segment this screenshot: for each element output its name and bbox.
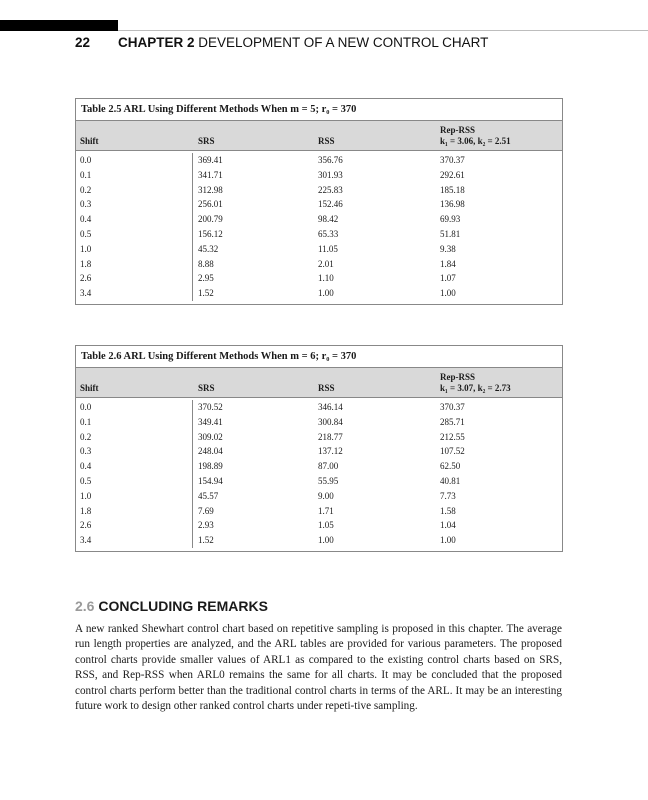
table-caption: Table 2.5 ARL Using Different Methods When m = 5; r₀ = 370	[76, 99, 562, 121]
section-number: 2.6	[75, 598, 95, 614]
col-header-rep-rss-params: k₁ = 3.07, k₂ = 2.73	[440, 383, 511, 393]
section-heading	[75, 598, 268, 614]
running-header	[75, 35, 488, 50]
cell-shift: 0.5	[80, 475, 92, 486]
cell-srs: 2.93	[198, 520, 214, 531]
cell-rss: 87.00	[318, 461, 339, 472]
cell-rss: 225.83	[318, 184, 343, 195]
cell-rep-rss: 370.37	[440, 155, 465, 165]
cell-rss: 11.05	[318, 243, 338, 254]
section-paragraph: A new ranked Shewhart control chart based on repetitive sampling is proposed in this chapter. The average run length properties are analyzed, and the ARL tables are provided for various parameters. The proposed control charts provide smaller values of ARL1 as compared to the existing control charts based on SRS, RSS, and Rep-RSS when ARL0 remains the same for all charts. It may be concluded that the proposed control charts perform better than the traditional control charts in terms of the ARL. It may be an interesting future work to design other ranked control charts under repeti-tive sampling.	[75, 623, 562, 713]
cell-rss: 1.10	[318, 273, 334, 284]
table-row	[76, 271, 562, 286]
cell-rep-rss: 7.73	[440, 490, 456, 501]
table-row	[76, 430, 562, 445]
cell-rep-rss: 285.71	[440, 416, 465, 427]
section-title: CONCLUDING REMARKS	[98, 598, 268, 614]
table-caption: Table 2.6 ARL Using Different Methods When m = 6; r₀ = 370	[76, 346, 562, 368]
cell-srs: 248.04	[198, 446, 223, 457]
cell-shift: 0.2	[80, 431, 92, 442]
col-header-rep-rss-params: k₁ = 3.06, k₂ = 2.51	[440, 136, 511, 146]
header-bar	[0, 20, 118, 31]
table-header	[76, 121, 562, 151]
cell-rep-rss: 69.93	[440, 214, 461, 225]
cell-rep-rss: 51.81	[440, 228, 461, 239]
cell-shift: 3.4	[80, 288, 92, 299]
cell-shift: 0.5	[80, 228, 92, 239]
cell-srs: 256.01	[198, 199, 223, 210]
cell-rss: 152.46	[318, 199, 343, 210]
cell-rss: 218.77	[318, 431, 343, 442]
cell-rep-rss: 62.50	[440, 461, 461, 472]
cell-srs: 341.71	[198, 169, 223, 180]
table-row	[76, 459, 562, 474]
cell-rss: 2.01	[318, 258, 334, 269]
cell-rss: 301.93	[318, 169, 343, 180]
col-header-shift: Shift	[80, 136, 99, 146]
cell-rss: 55.95	[318, 475, 339, 486]
table-row	[76, 518, 562, 533]
table-row	[76, 444, 562, 459]
col-header-rss: RSS	[318, 136, 335, 146]
table-row	[76, 257, 562, 272]
col-header-srs: SRS	[198, 383, 215, 393]
cell-rep-rss: 1.04	[440, 520, 456, 531]
cell-srs: 309.02	[198, 431, 223, 442]
cell-shift: 1.0	[80, 490, 92, 501]
cell-rep-rss: 212.55	[440, 431, 465, 442]
col-header-shift: Shift	[80, 383, 99, 393]
table-row	[76, 153, 562, 168]
cell-srs: 7.69	[198, 505, 214, 516]
cell-shift: 0.2	[80, 184, 92, 195]
cell-srs: 156.12	[198, 228, 223, 239]
table-2-5	[75, 98, 563, 305]
table-row	[76, 474, 562, 489]
cell-shift: 0.1	[80, 169, 92, 180]
cell-rss: 1.05	[318, 520, 334, 531]
chapter-label: CHAPTER 2	[118, 35, 195, 50]
table-row	[76, 212, 562, 227]
header-rule	[118, 30, 648, 31]
cell-rep-rss: 9.38	[440, 243, 456, 254]
cell-shift: 0.0	[80, 402, 92, 412]
table-row	[76, 504, 562, 519]
cell-rss: 1.00	[318, 535, 334, 546]
cell-shift: 0.4	[80, 461, 92, 472]
cell-rep-rss: 1.07	[440, 273, 456, 284]
table-row	[76, 183, 562, 198]
cell-rss: 346.14	[318, 402, 343, 412]
cell-shift: 0.1	[80, 416, 92, 427]
table-row	[76, 533, 562, 548]
cell-rep-rss: 1.00	[440, 535, 456, 546]
table-row	[76, 415, 562, 430]
table-row	[76, 286, 562, 301]
cell-shift: 3.4	[80, 535, 92, 546]
table-row	[76, 227, 562, 242]
cell-srs: 370.52	[198, 402, 223, 412]
table-row	[76, 168, 562, 183]
col-header-rep-rss: Rep-RSS	[440, 125, 476, 135]
cell-rep-rss: 1.58	[440, 505, 456, 516]
cell-rss: 1.00	[318, 288, 334, 299]
cell-srs: 312.98	[198, 184, 223, 195]
cell-srs: 8.88	[198, 258, 214, 269]
cell-rss: 9.00	[318, 490, 334, 501]
page-number: 22	[75, 35, 91, 50]
cell-shift: 1.0	[80, 243, 92, 254]
col-header-rss: RSS	[318, 383, 335, 393]
cell-rss: 1.71	[318, 505, 334, 516]
cell-shift: 0.0	[80, 155, 92, 165]
cell-srs: 1.52	[198, 535, 214, 546]
cell-rep-rss: 136.98	[440, 199, 465, 210]
cell-rss: 300.84	[318, 416, 343, 427]
cell-srs: 45.32	[198, 243, 219, 254]
cell-rep-rss: 292.61	[440, 169, 465, 180]
cell-shift: 0.3	[80, 199, 92, 210]
table-body	[76, 400, 562, 548]
cell-shift: 1.8	[80, 258, 92, 269]
cell-rss: 356.76	[318, 155, 343, 165]
cell-srs: 154.94	[198, 475, 223, 486]
table-row	[76, 489, 562, 504]
table-body	[76, 153, 562, 301]
cell-rss: 137.12	[318, 446, 343, 457]
cell-shift: 2.6	[80, 273, 92, 284]
cell-srs: 369.41	[198, 155, 223, 165]
cell-rep-rss: 40.81	[440, 475, 461, 486]
table-row	[76, 197, 562, 212]
cell-srs: 200.79	[198, 214, 223, 225]
col-header-rep-rss: Rep-RSS	[440, 372, 476, 382]
table-2-6	[75, 345, 563, 552]
col-header-srs: SRS	[198, 136, 215, 146]
cell-rss: 98.42	[318, 214, 339, 225]
chapter-title: DEVELOPMENT OF A NEW CONTROL CHART	[198, 35, 489, 50]
cell-shift: 0.3	[80, 446, 92, 457]
cell-rep-rss: 107.52	[440, 446, 465, 457]
cell-rep-rss: 185.18	[440, 184, 465, 195]
cell-rep-rss: 370.37	[440, 402, 465, 412]
table-row	[76, 242, 562, 257]
cell-shift: 1.8	[80, 505, 92, 516]
table-row	[76, 400, 562, 415]
cell-shift: 2.6	[80, 520, 92, 531]
cell-rep-rss: 1.84	[440, 258, 456, 269]
cell-srs: 1.52	[198, 288, 214, 299]
cell-rss: 65.33	[318, 228, 339, 239]
cell-srs: 198.89	[198, 461, 223, 472]
table-header	[76, 368, 562, 398]
cell-srs: 2.95	[198, 273, 214, 284]
cell-srs: 45.57	[198, 490, 219, 501]
cell-shift: 0.4	[80, 214, 92, 225]
cell-srs: 349.41	[198, 416, 223, 427]
cell-rep-rss: 1.00	[440, 288, 456, 299]
